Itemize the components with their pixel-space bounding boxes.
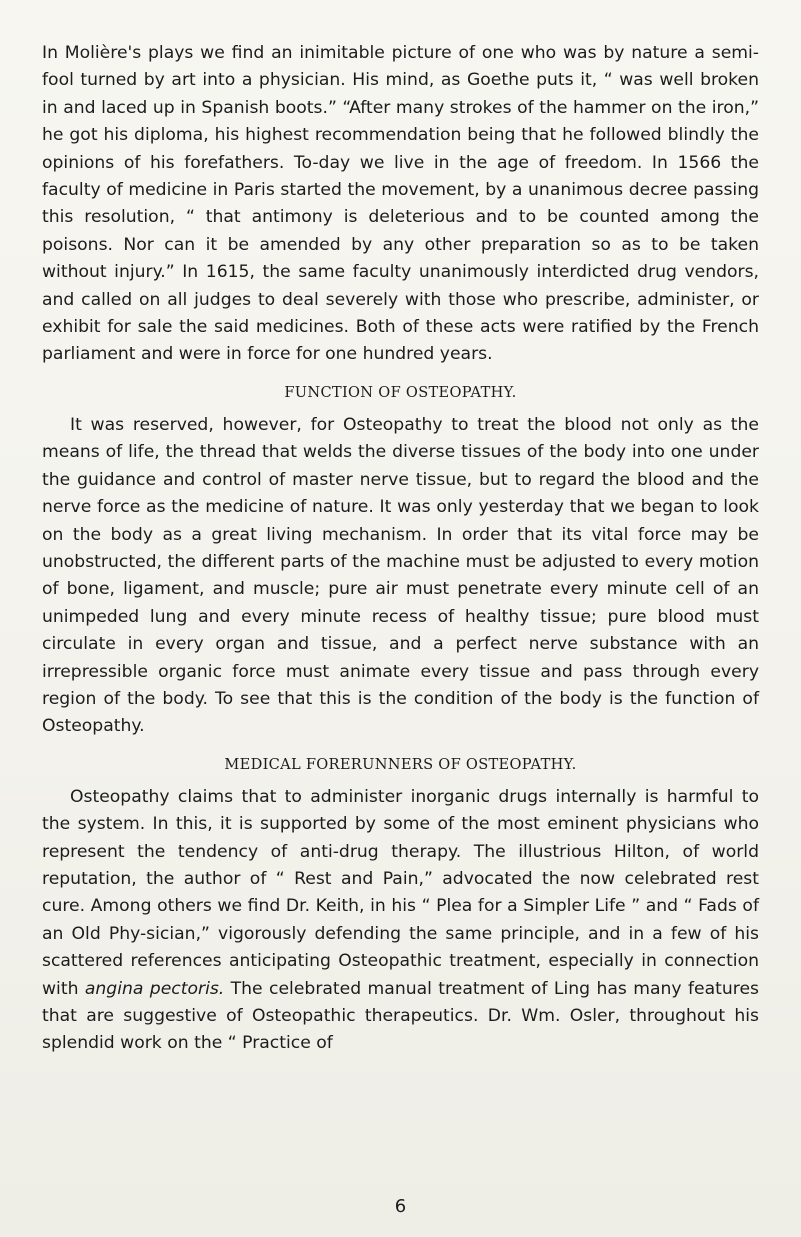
paragraph-function: It was reserved, however, for Osteopathy to treat the blood not only as the means of life, the thread that welds the diverse tissues of the body into one under the guidance and control of master nerve tissue, but to regard the blood and the nerve force as the medicine of nature. It was only yesterday that we began to look on the body as a great living mechanism. In order that its vital force may be unobstructed, the different parts of the machine must be adjusted to every motion of bone, ligament, and muscle; pure air must penetrate every minute cell of an unimpeded lung and every minute recess of healthy tissue; pure blood must circulate in every organ and tissue, and a perfect nerve substance with an irrepressible organic force must animate every tissue and pass through every region of the body. To see that this is the condition of the body is the function of Osteopathy. bbox=[42, 414, 759, 737]
paragraph-forerunners-text-1: Osteopathy claims that to administer inorganic drugs internally is harmful to the system. In this, it is supported by some of the most eminent physicians who represent the tendency of anti-drug therapy. The illustrious Hilton, of world reputation, the author of “ Rest and Pain,” advocated the now celebrated rest cure. Among others we find Dr. Keith, in his “ Plea for a Simpler Life ” and “ Fads of an Old Phy-sician,” vigorously defending the same principle, and in a few of his scattered references anticipating Osteopathic treatment, especially in connection with bbox=[42, 786, 759, 999]
paragraph-forerunners bbox=[42, 784, 759, 1058]
paragraph-moliere: In Molière's plays we find an inimitable picture of one who was by nature a semi-fool turned by art into a physician. His mind, as Goethe puts it, “ was well broken in and laced up in Spanish boots.” “After many strokes of the hammer on the iron,” he got his diploma, his highest recommendation being that he followed blindly the opinions of his forefathers. To-day we live in the age of freedom. In 1566 the faculty of medicine in Paris started the movement, by a unanimous decree passing this resolution, “ that antimony is deleterious and to be counted among the poisons. Nor can it be amended by any other preparation so as to be taken without injury.” In 1615, the same faculty unanimously interdicted drug vendors, and called on all judges to deal severely with those who prescribe, administer, or exhibit for sale the said medicines. Both of these acts were ratified by the French parliament and were in force for one hundred years. bbox=[42, 43, 759, 365]
paragraph-forerunners-text-2: The celebrated manual treatment of Ling has many features that are suggestive of Osteopathic therapeutics. Dr. Wm. Osler, throughout his splendid work on the “ Practice of bbox=[42, 978, 759, 1054]
italic-term: angina pectoris. bbox=[84, 978, 225, 999]
page-number: 6 bbox=[394, 1196, 407, 1217]
section-heading-forerunners: MEDICAL FORERUNNERS OF OSTEOPATHY. bbox=[224, 755, 577, 773]
section-heading-function: FUNCTION OF OSTEOPATHY. bbox=[284, 383, 517, 401]
